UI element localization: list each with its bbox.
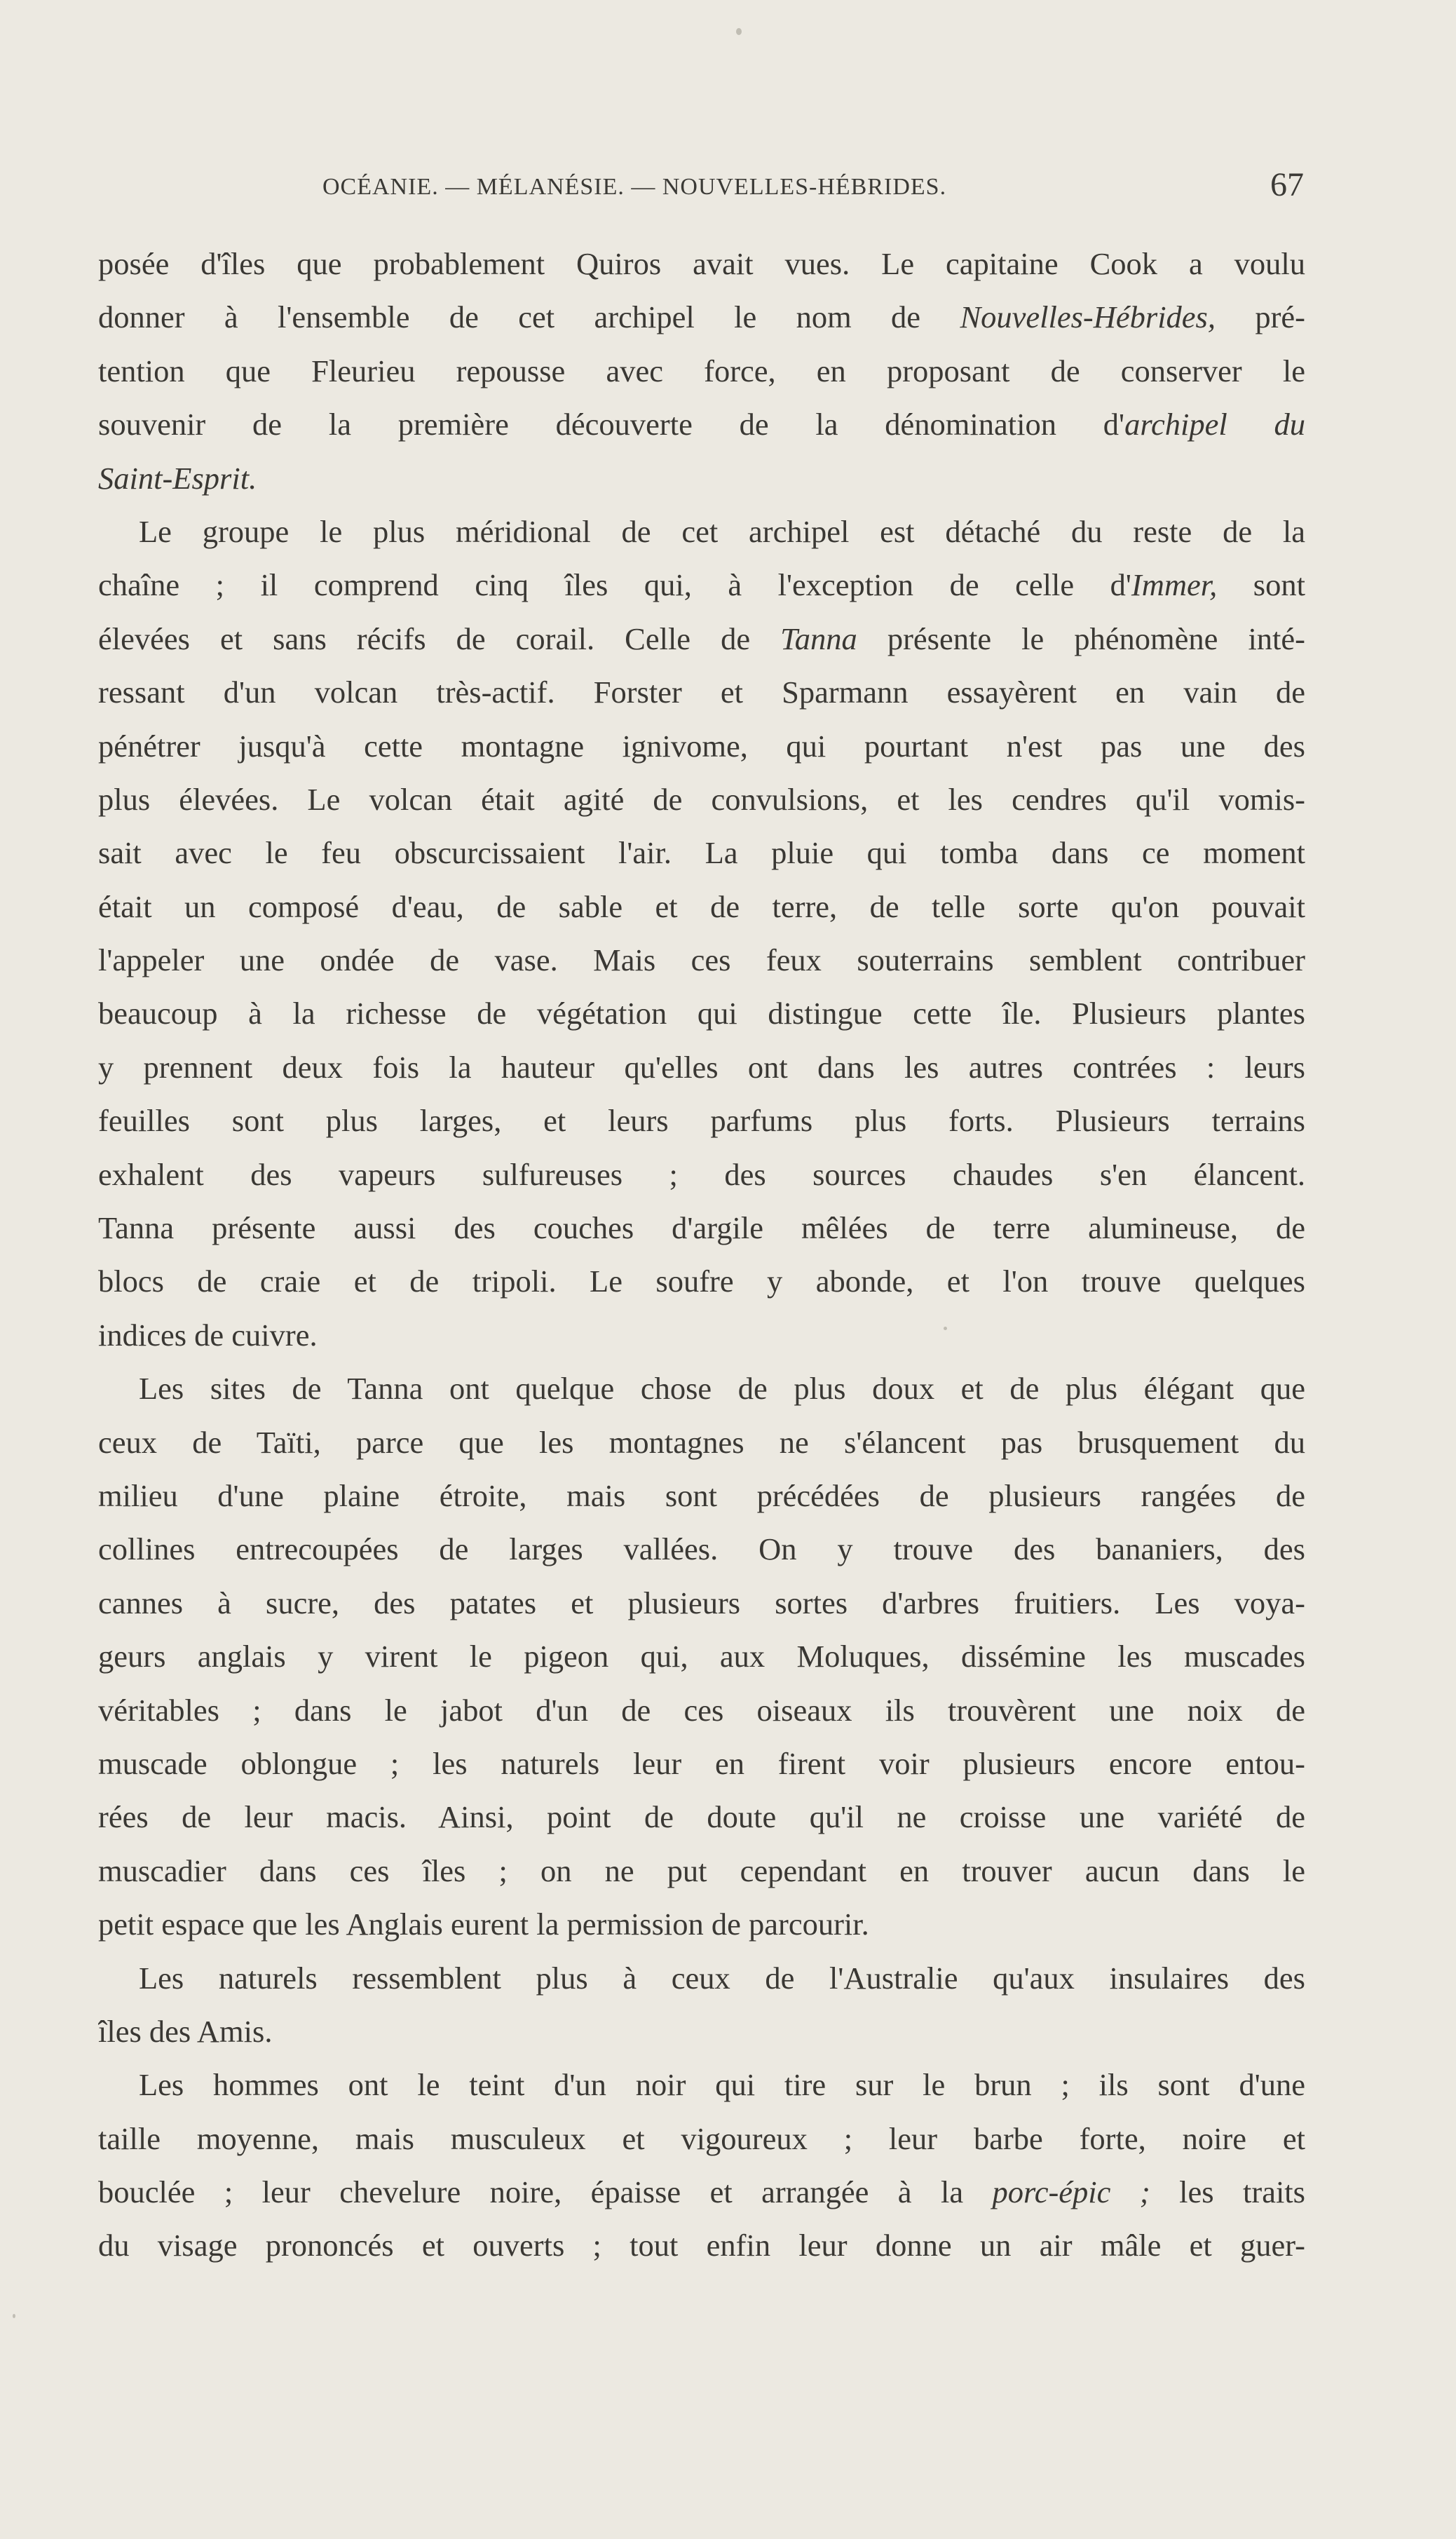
text-line: petit espace que les Anglais eurent la permission de parcourir. — [98, 1907, 869, 1942]
text-line: milieu d'une plaine étroite, mais sont précédées de plusieurs rangées de — [98, 1477, 1305, 1513]
text-line: y prennent deux fois la hauteur qu'elles ont dans les autres contrées : leurs — [98, 1049, 1305, 1085]
italic-text: porc-épic ; — [992, 2174, 1150, 2210]
text-line: cannes à sucre, des patates et plusieurs sortes d'arbres fruitiers. Les voya- — [98, 1585, 1305, 1620]
text-segment: pré- — [1216, 299, 1305, 335]
running-head: OCÉANIE. — MÉLANÉSIE. — NOUVELLES-HÉBRIDES. — [322, 174, 947, 200]
text-line: beaucoup à la richesse de végétation qui distingue cette île. Plusieurs plantes — [98, 996, 1305, 1031]
text-line: muscade oblongue ; les naturels leur en firent voir plusieurs encore entou- — [98, 1745, 1305, 1781]
paper-speck — [13, 2314, 15, 2318]
text-segment: présente le phénomène inté- — [857, 621, 1305, 656]
text-segment: donner à l'ensemble de cet archipel le nom de — [98, 299, 960, 335]
text-line — [98, 290, 1305, 344]
page-header — [98, 165, 1304, 208]
italic-text: Immer, — [1131, 567, 1218, 603]
paper-speck — [944, 1327, 947, 1330]
italic-text: Saint-Esprit. — [98, 460, 257, 496]
text-line — [98, 398, 1305, 451]
text-line — [98, 2165, 1305, 2219]
text-line: Les hommes ont le teint d'un noir qui tire sur le brun ; ils sont d'une — [139, 2067, 1305, 2103]
text-segment: élevées et sans récifs de corail. Celle de — [98, 621, 781, 656]
text-line: plus élevées. Le volcan était agité de convulsions, et les cendres qu'il vomis- — [98, 781, 1305, 817]
italic-text: archipel du — [1124, 407, 1305, 442]
text-line: indices de cuivre. — [98, 1317, 318, 1353]
body-text — [98, 237, 1305, 2273]
text-line: véritables ; dans le jabot d'un de ces oiseaux ils trouvèrent une noix de — [98, 1692, 1305, 1728]
text-line: geurs anglais y virent le pigeon qui, aux Moluques, dissémine les muscades — [98, 1639, 1305, 1674]
text-line: taille moyenne, mais musculeux et vigoureux ; leur barbe forte, noire et — [98, 2120, 1305, 2156]
text-line: Le groupe le plus méridional de cet archipel est détaché du reste de la — [139, 513, 1305, 549]
text-line: était un composé d'eau, de sable et de terre, de telle sorte qu'on pouvait — [98, 888, 1305, 924]
text-line — [98, 452, 1305, 505]
text-segment: souvenir de la première découverte de la dénomination d' — [98, 407, 1125, 442]
text-line: tention que Fleurieu repousse avec force, en proposant de conserver le — [98, 353, 1305, 388]
text-line: ceux de Taïti, parce que les montagnes ne s'élancent pas brusquement du — [98, 1424, 1305, 1460]
text-line: sait avec le feu obscurcissaient l'air. La pluie qui tomba dans ce moment — [98, 835, 1305, 871]
text-line: exhalent des vapeurs sulfureuses ; des sources chaudes s'en élancent. — [98, 1156, 1305, 1192]
text-segment: les traits — [1150, 2174, 1305, 2210]
text-line: l'appeler une ondée de vase. Mais ces feux souterrains semblent contribuer — [98, 942, 1305, 978]
paper-speck — [736, 28, 742, 35]
text-line: Les naturels ressemblent plus à ceux de l'Australie qu'aux insulaires des — [139, 1960, 1305, 1996]
text-line: collines entrecoupées de larges vallées. On y trouve des bananiers, des — [98, 1531, 1305, 1567]
text-line: blocs de craie et de tripoli. Le soufre y abonde, et l'on trouve quelques — [98, 1264, 1305, 1299]
italic-text: Nouvelles-Hébrides, — [960, 299, 1216, 335]
text-line: posée d'îles que probablement Quiros avait vues. Le capitaine Cook a voulu — [98, 246, 1305, 281]
text-line: îles des Amis. — [98, 2013, 273, 2049]
text-line: Tanna présente aussi des couches d'argile mêlées de terre alumineuse, de — [98, 1210, 1305, 1246]
text-line — [98, 612, 1305, 665]
paper-speck — [1199, 1182, 1202, 1186]
text-line: du visage prononcés et ouverts ; tout enfin leur donne un air mâle et guer- — [98, 2228, 1305, 2263]
italic-text: Tanna — [780, 621, 857, 656]
text-segment: chaîne ; il comprend cinq îles qui, à l'exception de celle d' — [98, 567, 1131, 603]
text-line: rées de leur macis. Ainsi, point de doute qu'il ne croisse une variété de — [98, 1799, 1305, 1835]
text-line: pénétrer jusqu'à cette montagne ignivome, qui pourtant n'est pas une des — [98, 728, 1305, 764]
text-segment: bouclée ; leur chevelure noire, épaisse et arrangée à la — [98, 2174, 993, 2210]
text-line: feuilles sont plus larges, et leurs parfums plus forts. Plusieurs terrains — [98, 1103, 1305, 1139]
text-line: muscadier dans ces îles ; on ne put cependant en trouver aucun dans le — [98, 1853, 1305, 1888]
text-line: ressant d'un volcan très-actif. Forster et Sparmann essayèrent en vain de — [98, 675, 1305, 710]
text-segment: sont — [1217, 567, 1305, 603]
text-line: Les sites de Tanna ont quelque chose de plus doux et de plus élégant que — [139, 1371, 1305, 1407]
page-number: 67 — [1270, 166, 1304, 203]
text-line — [98, 558, 1305, 611]
